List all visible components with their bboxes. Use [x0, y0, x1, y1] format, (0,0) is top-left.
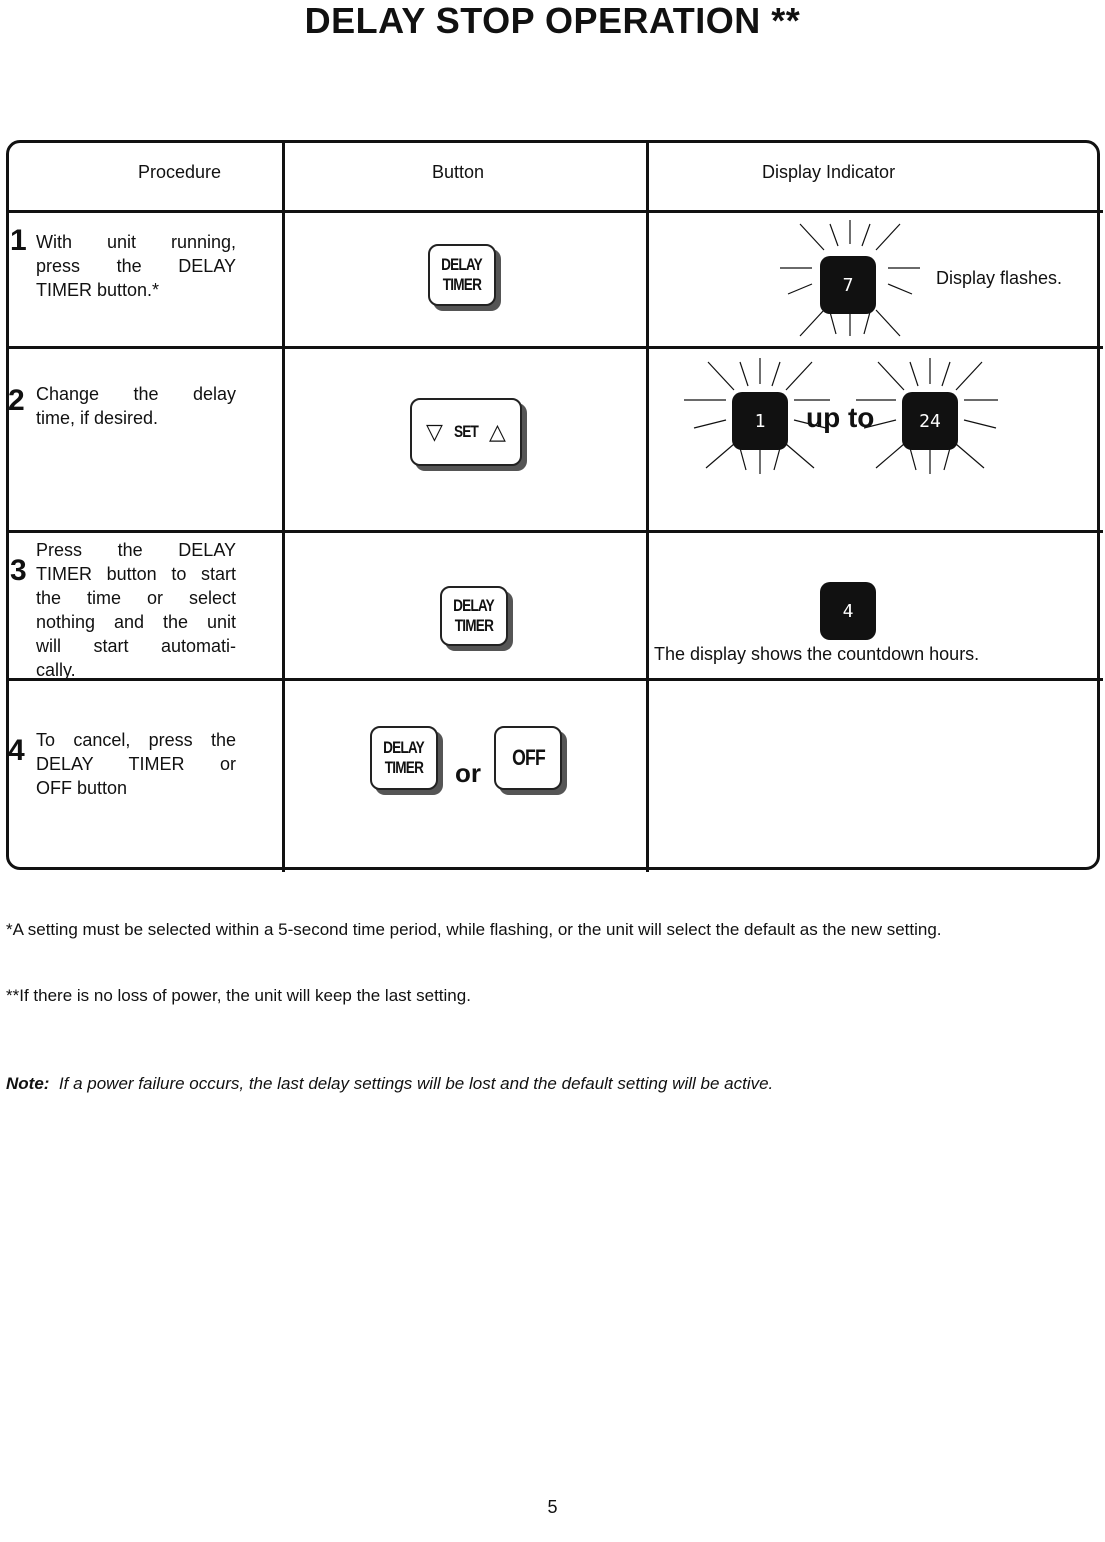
step-line: cally. — [36, 660, 76, 680]
display-caption: The display shows the countdown hours. — [654, 644, 980, 664]
off-button[interactable]: OFF — [494, 726, 562, 790]
page-number: 5 — [547, 1497, 558, 1517]
header-display: Display Indicator — [762, 162, 896, 182]
display-step1: 7 — [820, 256, 876, 314]
note-text: If a power failure occurs, the last delay settings will be lost and the default setting will be active. — [58, 1074, 774, 1093]
step-line: DELAY TIMER or — [36, 754, 236, 774]
step-text — [36, 230, 236, 302]
up-arrow-icon[interactable]: △ — [489, 419, 506, 444]
column-divider — [282, 140, 285, 872]
step-number: 3 — [10, 554, 27, 587]
page-title: DELAY STOP OPERATION ** — [304, 0, 801, 41]
down-arrow-icon[interactable]: ▽ — [426, 419, 443, 444]
step-line: To cancel, press the — [36, 730, 236, 750]
delay-timer-button[interactable]: DELAY TIMER — [428, 244, 496, 306]
set-button[interactable]: ▽ SET △ — [410, 398, 522, 466]
step-number: 2 — [8, 384, 25, 417]
up-to-label: up to — [806, 402, 875, 433]
step-text — [36, 728, 236, 800]
step-line: nothing and the unit — [36, 612, 236, 632]
display-step3: 4 — [820, 582, 876, 640]
header-button: Button — [432, 162, 485, 182]
note-label: Note: — [6, 1074, 50, 1093]
table-divider — [6, 346, 1103, 349]
step-line: TIMER button.* — [36, 280, 160, 300]
step-line: time, if desired. — [36, 408, 159, 428]
step-line: will start automati- — [36, 636, 236, 656]
step-line: Change the delay — [36, 384, 236, 404]
step-line: With unit running, — [36, 232, 236, 252]
or-label: or — [455, 758, 481, 788]
footnote-single: *A setting must be selected within a 5-second time period, while flashing, or the unit will select the default as the new setting. — [6, 920, 942, 939]
delay-timer-button[interactable]: DELAY TIMER — [440, 586, 508, 646]
step-line: press the DELAY — [36, 256, 236, 276]
step-number: 1 — [10, 224, 27, 257]
step-line: OFF button — [36, 778, 128, 798]
display-caption: Display flashes. — [936, 268, 1063, 288]
table-divider — [6, 530, 1103, 533]
note — [6, 1074, 773, 1094]
footnote-double: **If there is no loss of power, the unit will keep the last setting. — [6, 986, 471, 1005]
step-text — [36, 538, 236, 682]
column-divider — [646, 140, 649, 872]
step-line: the time or select — [36, 588, 236, 608]
delay-timer-button[interactable]: DELAY TIMER — [370, 726, 438, 790]
step-line: Press the DELAY — [36, 540, 236, 560]
step-line: TIMER button to start — [36, 564, 236, 584]
step-number: 4 — [8, 734, 25, 767]
step-text — [36, 382, 236, 430]
table-divider — [6, 210, 1103, 213]
display-step2-to: 24 — [902, 392, 958, 450]
display-step2-from: 1 — [732, 392, 788, 450]
header-procedure: Procedure — [138, 162, 222, 182]
